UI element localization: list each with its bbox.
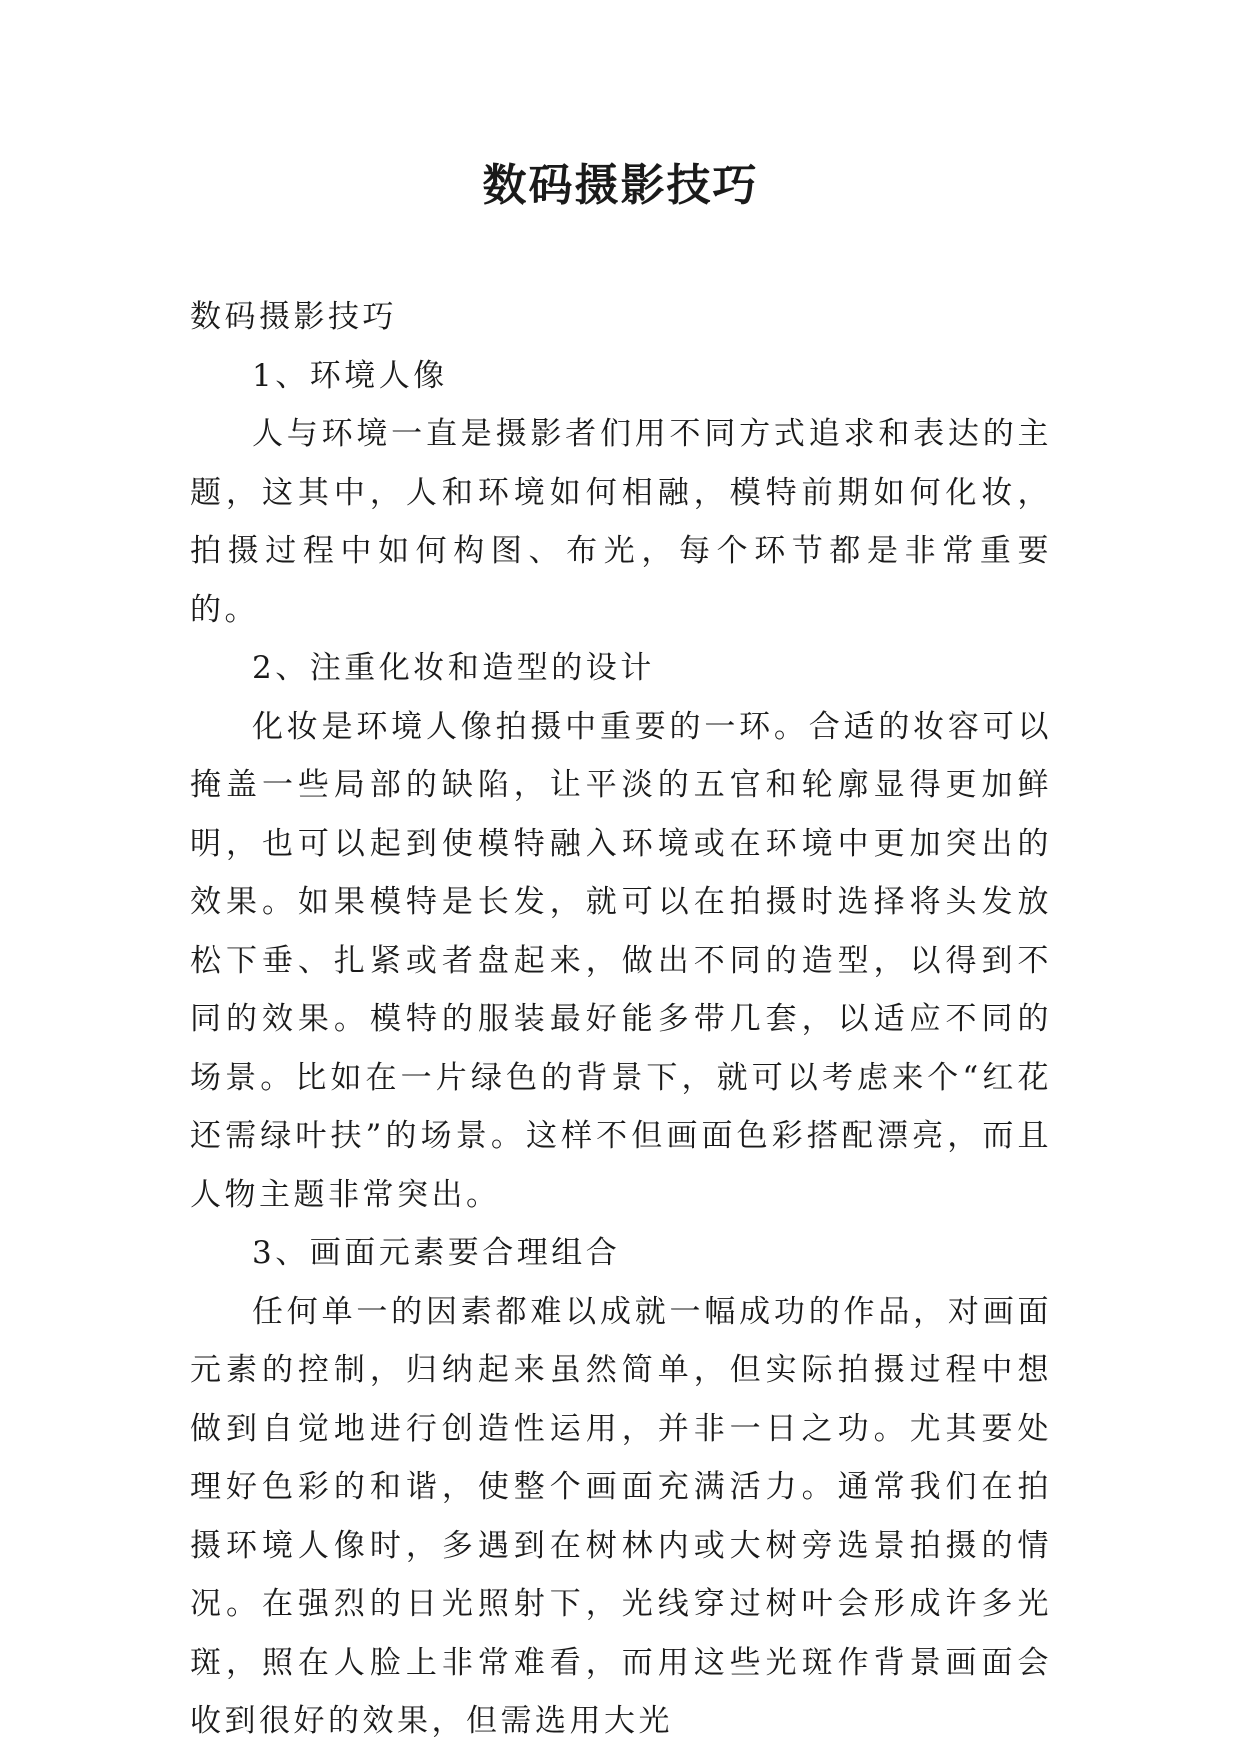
section-body-1: 人与环境一直是摄影者们用不同方式追求和表达的主题，这其中，人和环境如何相融，模特前期如何化妆，拍摄过程中如何构图、布光，每个环节都是非常重要的。 — [190, 416, 1052, 628]
document-title: 数码摄影技巧 — [482, 160, 759, 211]
document-subtitle: 数码摄影技巧 — [190, 299, 397, 335]
section-heading-1: 1、环境人像 — [252, 357, 448, 394]
section-heading-3: 3、画面元素要合理组合 — [252, 1235, 621, 1271]
section-body-3: 任何单一的因素都难以成就一幅成功的作品，对画面元素的控制，归纳起来虽然简单，但实际拍摄过程中想做到自觉地进行创造性运用，并非一日之功。尤其要处理好色彩的和谐，使整个画面充满活力。通常我们在拍摄环境人像时，多遇到在树林内或大树旁选景拍摄的情况。在强烈的日光照射下，光线穿过树叶会形成许多光斑，照在人脸上非常难看，而用这些光斑作背景画面会收到很好的效果，但需选用大光 — [190, 1293, 1052, 1739]
section-body-2: 化妆是环境人像拍摄中重要的一环。合适的妆容可以掩盖一些局部的缺陷，让平淡的五官和轮廓显得更加鲜明，也可以起到使模特融入环境或在环境中更加突出的效果。如果模特是长发，就可以在拍摄时选择将头发放松下垂、扎紧或者盘起来，做出不同的造型，以得到不同的效果。模特的服装最好能多带几套，以适应不同的场景。比如在一片绿色的背景下，就可以考虑来个“红花还需绿叶扶”的场景。这样不但画面色彩搭配漂亮，而且人物主题非常突出。 — [190, 708, 1052, 1213]
section-heading-2: 2、注重化妆和造型的设计 — [252, 650, 655, 686]
document-body — [190, 288, 1052, 1751]
